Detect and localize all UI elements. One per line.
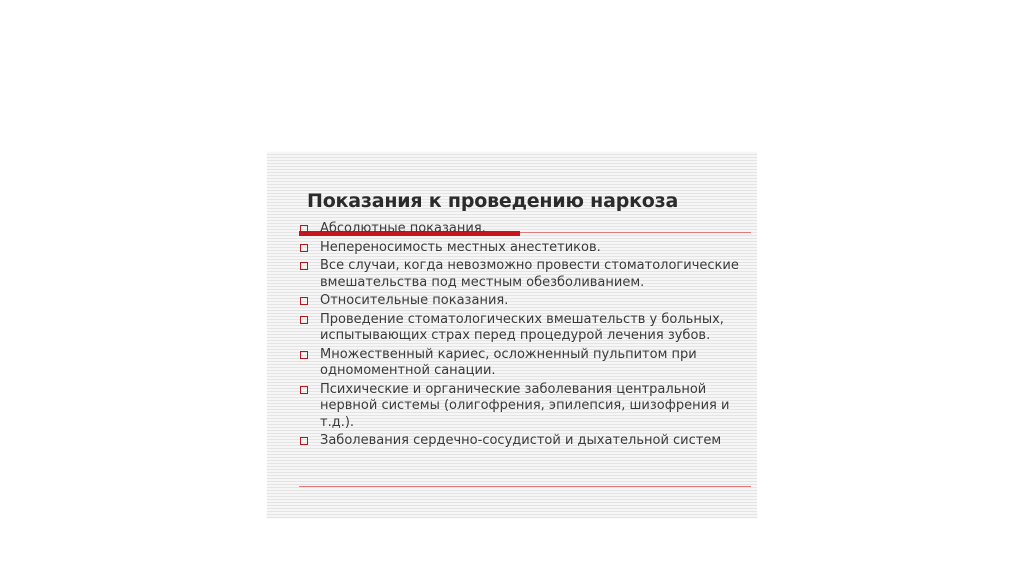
slide-title: Показания к проведению наркоза: [307, 190, 679, 212]
list-item: [299, 293, 739, 310]
hollow-square-icon: [300, 262, 308, 270]
hollow-square-icon: [300, 244, 308, 252]
list-item: [299, 312, 739, 345]
list-item-text: Непереносимость местных анестетиков.: [320, 239, 601, 255]
list-item-text: Абсолютные показания.: [320, 221, 486, 236]
list-item: [299, 221, 739, 238]
hollow-square-icon: [300, 316, 308, 324]
list-item: [299, 240, 739, 257]
bullet-list: [299, 221, 739, 452]
list-item: [299, 347, 739, 380]
hollow-square-icon: [300, 297, 308, 305]
list-item-text: Психические и органические заболевания центральной нервной системы (олигофрения, эпилепсия, шизофрения и т.д.).: [320, 381, 730, 430]
list-item: [299, 258, 739, 291]
list-item: [299, 382, 739, 432]
hollow-square-icon: [300, 351, 308, 359]
hollow-square-icon: [300, 437, 308, 445]
list-item-text: Относительные показания.: [320, 293, 509, 308]
list-item-text: Заболевания сердечно-сосудистой и дыхательной систем: [320, 433, 722, 448]
list-item-text: Множественный кариес, осложненный пульпитом при одномоментной санации.: [320, 346, 697, 378]
list-item-text: Все случаи, когда невозможно провести стоматологические вмешательства под местным обезболиванием.: [320, 258, 739, 290]
list-item: [299, 433, 739, 450]
hollow-square-icon: [300, 386, 308, 394]
list-item-text: Проведение стоматологических вмешательств у больных, испытывающих страх перед процедурой лечения зубов.: [320, 311, 724, 343]
hollow-square-icon: [300, 225, 308, 233]
footer-divider: [299, 486, 751, 487]
slide: [267, 152, 757, 518]
